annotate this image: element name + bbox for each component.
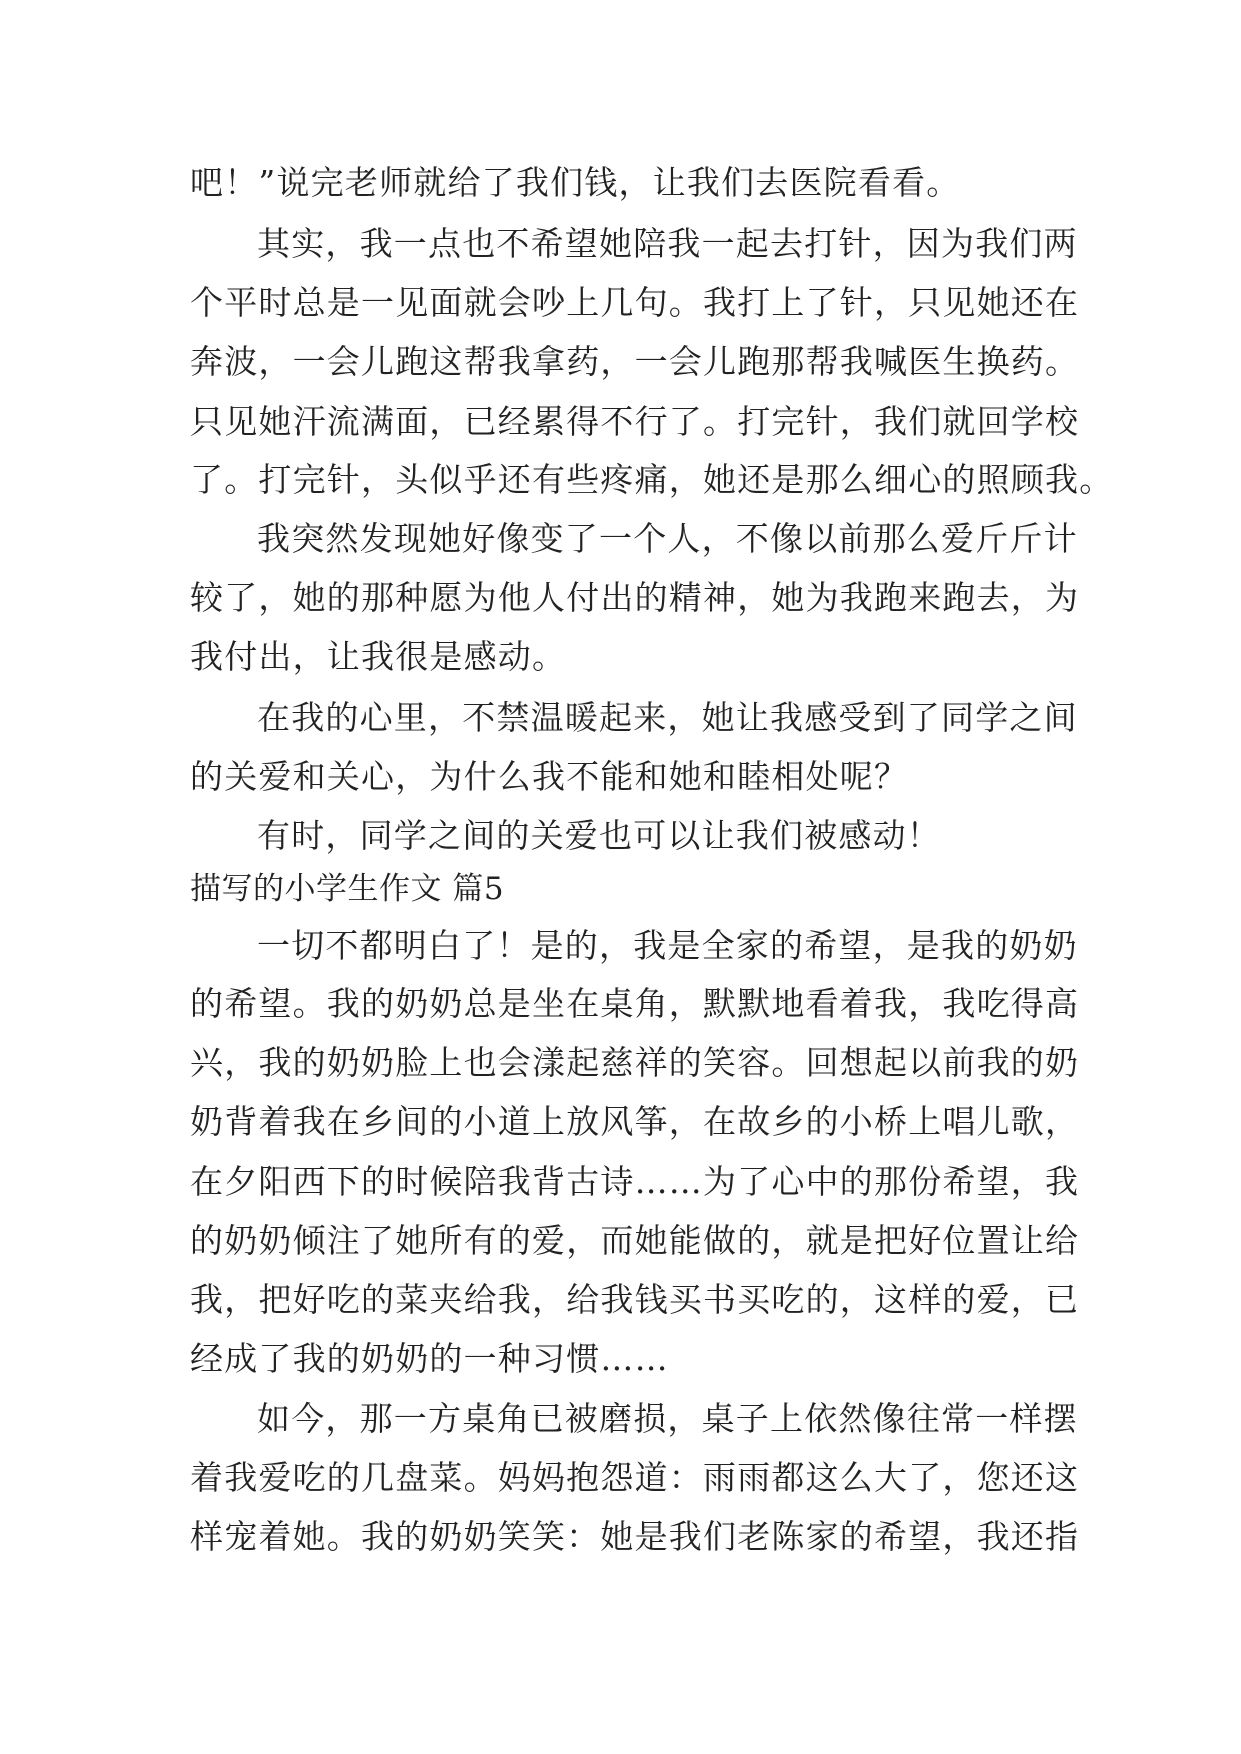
text-line: 在我的心里，不禁温暖起来，她让我感受到了同学之间 [257,698,1078,737]
text-line: 的关爱和关心，为什么我不能和她和睦相处呢？ [190,757,909,796]
text-line: 经成了我的奶奶的一种习惯…… [190,1339,669,1378]
text-line: 兴，我的奶奶脸上也会漾起慈祥的笑容。回想起以前我的奶 [190,1043,1080,1082]
text-line: 我付出，让我很是感动。 [190,637,567,676]
text-line: 的奶奶倾注了她所有的爱，而她能做的，就是把好位置让给 [190,1221,1080,1260]
text-line: 在夕阳西下的时候陪我背古诗……为了心中的那份希望，我 [190,1162,1080,1201]
text-line: 奶背着我在乡间的小道上放风筝，在故乡的小桥上唱儿歌， [190,1102,1080,1141]
text-line: 的希望。我的奶奶总是坐在桌角，默默地看着我，我吃得高 [190,984,1080,1023]
text-line: 样宠着她。我的奶奶笑笑：她是我们老陈家的希望，我还指 [190,1517,1080,1556]
text-line: 有时，同学之间的关爱也可以让我们被感动！ [257,816,941,855]
text-line: 着我爱吃的几盘菜。妈妈抱怨道：雨雨都这么大了，您还这 [190,1458,1080,1497]
text-line: 其实，我一点也不希望她陪我一起去打针，因为我们两 [257,224,1078,263]
text-line: 个平时总是一见面就会吵上几句。我打上了针，只见她还在 [190,283,1080,322]
text-line: 了。打完针，头似乎还有些疼痛，她还是那么细心的照顾我。 [190,460,1114,499]
text-line: 如今，那一方桌角已被磨损，桌子上依然像往常一样摆 [257,1399,1078,1438]
text-line: 我突然发现她好像变了一个人，不像以前那么爱斤斤计 [257,519,1078,558]
text-line: 较了，她的那种愿为他人付出的精神，她为我跑来跑去，为 [190,578,1080,617]
text-line: 只见她汗流满面，已经累得不行了。打完针，我们就回学校 [190,402,1080,441]
text-line: 奔波，一会儿跑这帮我拿药，一会儿跑那帮我喊医生换药。 [190,342,1080,381]
section-heading: 描写的小学生作文 篇5 [190,871,505,907]
text-line: 吧！”说完老师就给了我们钱，让我们去医院看看。 [190,163,961,202]
text-line: 一切不都明白了！是的，我是全家的希望，是我的奶奶 [257,926,1078,965]
text-line: 我，把好吃的菜夹给我，给我钱买书买吃的，这样的爱，已 [190,1280,1080,1319]
